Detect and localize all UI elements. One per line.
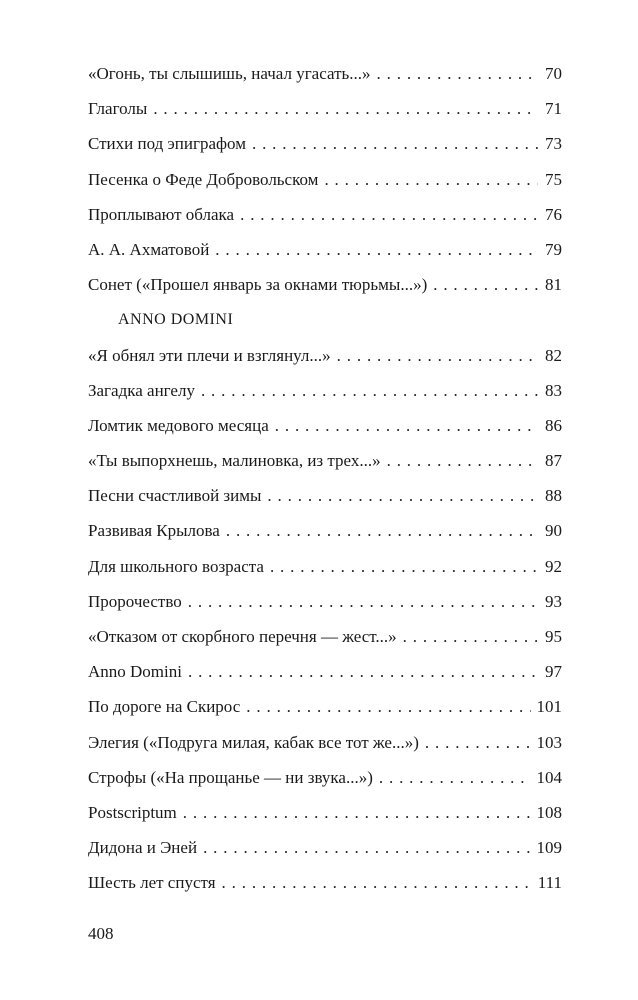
entry-page: 103: [536, 732, 562, 752]
entry-title: Anno Domini: [88, 662, 182, 682]
dot-leader: [183, 799, 531, 827]
toc-entry: [88, 377, 562, 412]
toc-entry: [88, 729, 562, 764]
entry-title: Глаголы: [88, 99, 148, 119]
dot-leader: [188, 658, 538, 686]
entry-page: 82: [545, 345, 562, 365]
toc-entry: [88, 834, 562, 869]
toc-entry: [88, 412, 562, 447]
toc-entry: [88, 693, 562, 728]
toc-list: [88, 60, 562, 306]
entry-title: По дороге на Скирос: [88, 697, 241, 717]
dot-leader: [252, 130, 538, 158]
toc-entry: [88, 517, 562, 552]
entry-page: 71: [545, 99, 562, 119]
entry-page: 93: [545, 591, 562, 611]
entry-title: Проплывают облака: [88, 204, 235, 224]
toc-entry: [88, 482, 562, 517]
dot-leader: [379, 764, 531, 792]
dot-leader: [377, 60, 538, 88]
toc-entry: [88, 95, 562, 130]
toc-entry: [88, 60, 562, 95]
toc-entry: [88, 201, 562, 236]
entry-page: 76: [545, 204, 562, 224]
entry-title: Песенка о Феде Добровольском: [88, 169, 319, 189]
dot-leader: [226, 517, 538, 545]
dot-leader: [153, 95, 538, 123]
entry-page: 92: [545, 556, 562, 576]
entry-page: 86: [545, 415, 562, 435]
entry-title: «Ты выпорхнешь, малиновка, из трех...»: [88, 451, 381, 471]
toc-entry: [88, 236, 562, 271]
toc-entry: [88, 166, 562, 201]
entry-title: Развивая Крылова: [88, 521, 220, 541]
entry-title: «Огонь, ты слышишь, начал угасать...»: [88, 64, 371, 83]
toc-entry: [88, 623, 562, 658]
entry-title: Дидона и Эней: [88, 838, 198, 858]
toc-entry: [88, 342, 562, 377]
toc-entry: [88, 764, 562, 799]
entry-page: 101: [536, 697, 562, 717]
dot-leader: [203, 834, 530, 862]
entry-page: 95: [545, 627, 562, 646]
dot-leader: [270, 553, 538, 581]
entry-title: Ломтик медового месяца: [88, 415, 269, 435]
section-heading: ANNO DOMINI: [118, 311, 234, 329]
entry-title: Сонет («Прошел январь за окнами тюрьмы...»): [88, 275, 428, 295]
toc-entry: [88, 447, 562, 482]
dot-leader: [403, 623, 538, 651]
dot-leader: [387, 447, 538, 475]
entry-title: «Я обнял эти плечи и взглянул...»: [88, 345, 331, 365]
entry-title: Шесть лет спустя: [88, 873, 216, 893]
dot-leader: [324, 166, 538, 194]
entry-page: 81: [545, 275, 562, 295]
toc-entry: [88, 130, 562, 165]
entry-page: 109: [536, 838, 562, 858]
entry-title: Элегия («Подруга милая, кабак все тот же...»): [88, 732, 419, 752]
entry-title: Стихи под эпиграфом: [88, 134, 246, 154]
dot-leader: [337, 342, 538, 370]
dot-leader: [433, 271, 538, 299]
page-number: 408: [88, 924, 114, 943]
entry-page: 111: [537, 873, 562, 893]
dot-leader: [275, 412, 538, 440]
entry-page: 97: [545, 662, 562, 682]
toc-entry: [88, 869, 562, 904]
entry-page: 70: [545, 64, 562, 83]
dot-leader: [267, 482, 538, 510]
entry-title: А. А. Ахматовой: [88, 239, 210, 259]
entry-page: 79: [545, 239, 562, 259]
dot-leader: [222, 869, 532, 897]
entry-page: 90: [545, 521, 562, 541]
toc-list: [88, 342, 562, 905]
entry-page: 73: [545, 134, 562, 154]
entry-page: 87: [545, 451, 562, 471]
entry-title: Postscriptum: [88, 802, 177, 822]
entry-page: 108: [536, 802, 562, 822]
toc-entry: [88, 588, 562, 623]
entry-page: 104: [536, 767, 562, 787]
dot-leader: [240, 201, 538, 229]
entry-title: Загадка ангелу: [88, 380, 195, 400]
toc-entry: [88, 799, 562, 834]
entry-title: Песни счастливой зимы: [88, 486, 262, 506]
dot-leader: [188, 588, 538, 616]
toc-entry: [88, 553, 562, 588]
entry-title: «Отказом от скорбного перечня — жест...»: [88, 627, 397, 646]
entry-title: Для школьного возраста: [88, 556, 264, 576]
dot-leader: [425, 729, 531, 757]
entry-title: Пророчество: [88, 591, 182, 611]
entry-page: 83: [545, 380, 562, 400]
toc-entry: [88, 658, 562, 693]
entry-page: 88: [545, 486, 562, 506]
dot-leader: [246, 693, 530, 721]
entry-title: Строфы («На прощанье — ни звука...»): [88, 767, 373, 787]
toc-entry: [88, 271, 562, 306]
table-of-contents: [88, 60, 562, 905]
dot-leader: [215, 236, 538, 264]
dot-leader: [201, 377, 538, 405]
entry-page: 75: [545, 169, 562, 189]
